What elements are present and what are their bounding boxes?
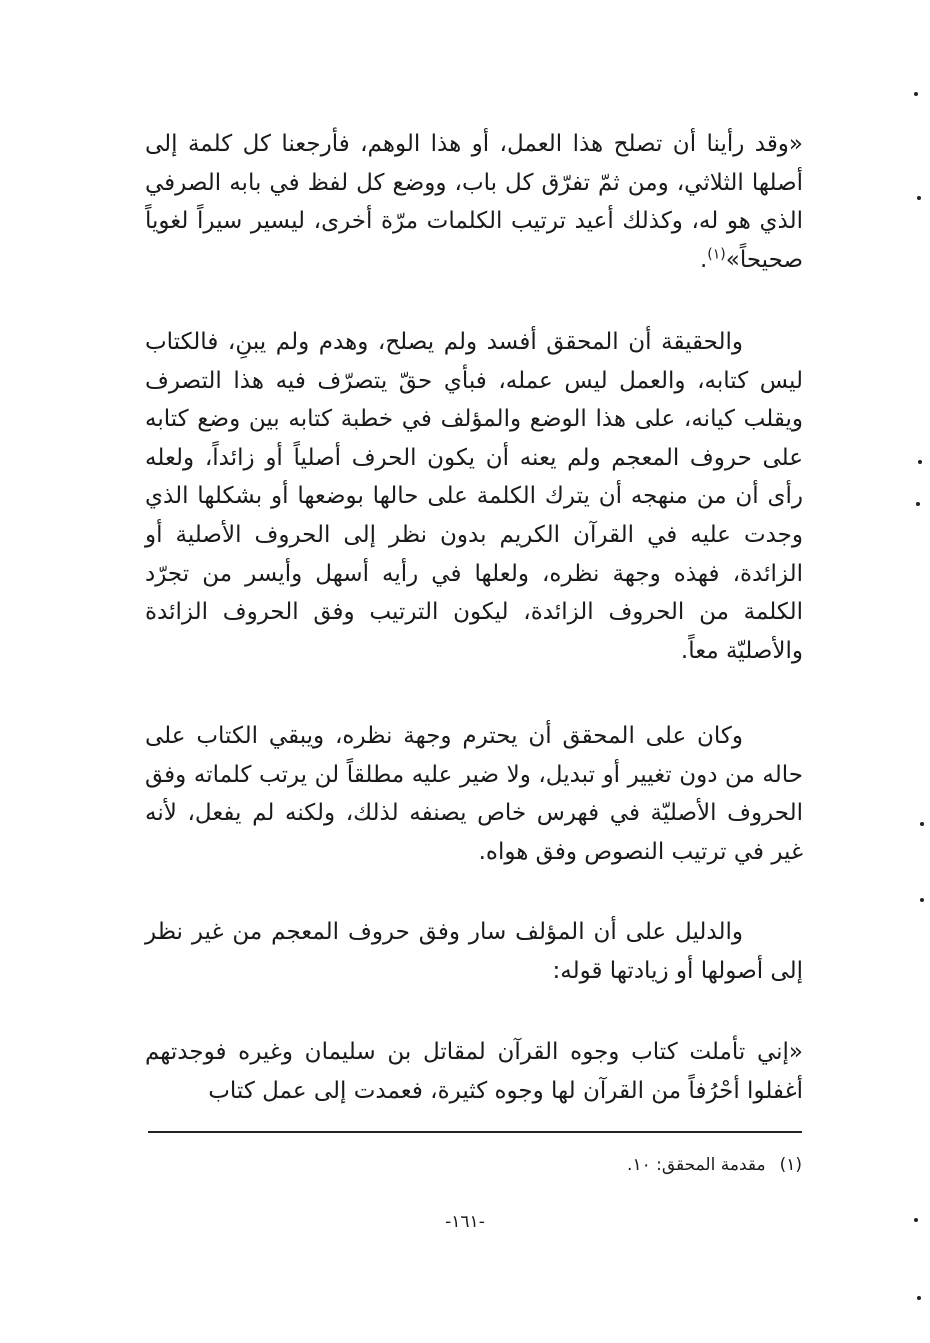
- quote-paragraph: «إني تأملت كتاب وجوه القرآن لمقاتل بن سليمان وغيره فوجدتهم أغفلوا أحْرُفاً من القرآن لها وجوه كثيرة، فعمدت إلى عمل كتاب: [145, 1039, 803, 1104]
- quote-text: «وقد رأينا أن تصلح هذا العمل، أو هذا الوهم، فأرجعنا كل كلمة إلى أصلها الثلاثي، ومن ثمّ تفرّق كل باب، ووضع كل لفظ في بابه الصرفي الذي هو له، وكذلك أعيد ترتيب الكلمات مرّة أخرى، ليسير سيراً لغوياً صحيحاً»: [145, 131, 803, 273]
- footnote: [400, 1153, 802, 1177]
- footnote-text: مقدمة المحقق: ١٠.: [627, 1155, 766, 1175]
- scan-speck: [914, 1218, 918, 1222]
- footnote-divider: [148, 1131, 802, 1133]
- body-paragraph: وكان على المحقق أن يحترم وجهة نظره، ويبقي الكتاب على حاله من دون تغيير أو تبديل، ولا ضير عليه مطلقاً لن يرتب كلماته وفق الحروف الأصليّة في فهرس خاص يصنفه لذلك، ولكنه لم يفعل، لأنه غير في ترتيب النصوص وفق هواه.: [145, 723, 803, 865]
- scan-speck: [914, 92, 918, 96]
- quote-end-punctuation: .: [699, 246, 708, 273]
- scan-speck: [917, 196, 921, 200]
- scan-speck: [916, 502, 920, 506]
- page-number: -١٦١-: [445, 1212, 485, 1232]
- scan-speck: [917, 1296, 921, 1300]
- scan-speck: [920, 898, 924, 902]
- quote-paragraph: [145, 125, 803, 279]
- footnote-number: (١): [779, 1155, 802, 1175]
- footnote-reference: (١): [707, 246, 726, 263]
- scan-speck: [920, 822, 924, 826]
- scan-speck: [918, 460, 922, 464]
- body-paragraph: والدليل على أن المؤلف سار وفق حروف المعجم من غير نظر إلى أصولها أو زيادتها قوله:: [145, 919, 803, 984]
- body-paragraph: والحقيقة أن المحقق أفسد ولم يصلح، وهدم ولم يبنِ، فالكتاب ليس كتابه، والعمل ليس عمله، فبأي حقّ يتصرّف فيه هذا التصرف ويقلب كيانه، على هذا الوضع والمؤلف في خطبة كتابه بين وضع كتابه على حروف المعجم ولم يعنه أن يكون الحرف أصلياً أو زائداً، ولعله رأى أن من منهجه أن يترك الكلمة على حالها بوضعها أو بشكلها الذي وجدت عليه في القرآن الكريم بدون نظر إلى الحروف الأصلية أو الزائدة، فهذه وجهة نظره، ولعلها في رأيه أسهل وأيسر من تجرّد الكلمة من الحروف الزائدة، ليكون الترتيب وفق الحروف الزائدة والأصليّة معاً.: [145, 329, 803, 664]
